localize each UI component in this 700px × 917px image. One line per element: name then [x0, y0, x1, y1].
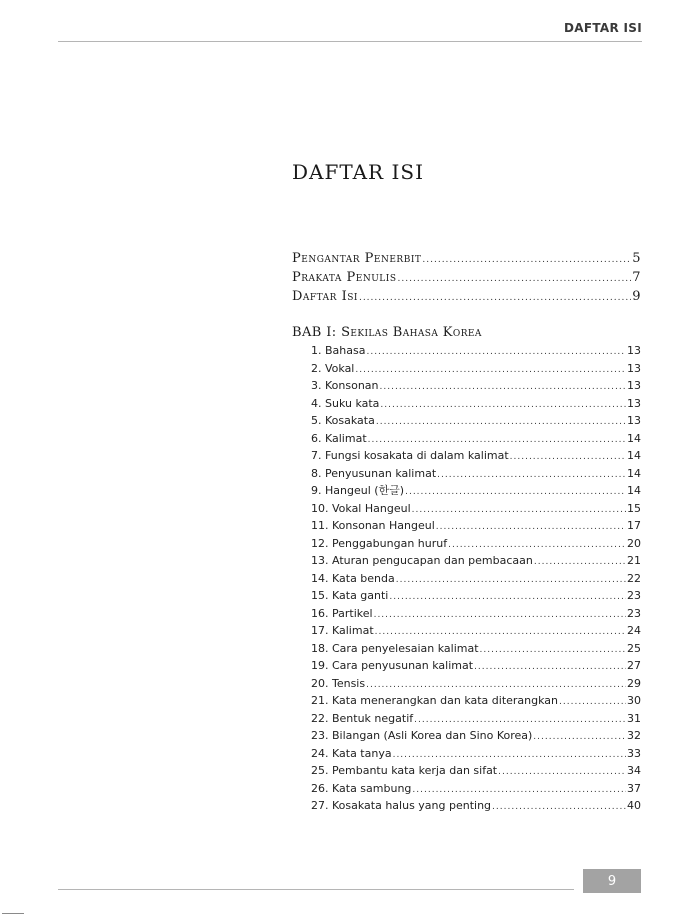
leader-dots: [412, 502, 626, 519]
toc-entry-page: 33: [627, 746, 641, 760]
toc-entry-page: 14: [627, 484, 641, 497]
toc-entry-page: 22: [627, 571, 641, 585]
toc-entry-label: 5. Kosakata: [311, 414, 375, 427]
toc-entry-page: 13: [627, 361, 641, 375]
leader-dots: [374, 607, 626, 624]
leader-dots: [393, 747, 626, 764]
toc-entry[interactable]: [311, 343, 641, 361]
leader-dots: [480, 642, 626, 659]
toc-entry[interactable]: [311, 676, 641, 694]
toc-entry-page: 5: [632, 251, 641, 266]
front-matter-list: [292, 250, 641, 307]
toc-entry-page: 13: [627, 414, 641, 427]
leader-dots: [376, 414, 626, 431]
leader-dots: [498, 764, 626, 781]
toc-entry[interactable]: [311, 466, 641, 484]
leader-dots: [412, 782, 626, 799]
toc-entry-label: 2. Vokal: [311, 361, 355, 375]
leader-dots: [533, 729, 626, 746]
leader-dots: [422, 252, 631, 269]
toc-entry-label: 27. Kosakata halus yang penting: [311, 799, 492, 812]
toc-entry-page: 14: [627, 466, 641, 480]
toc-entry[interactable]: [311, 378, 641, 396]
toc-entry-label: 4. Suku kata: [311, 396, 380, 410]
toc-entry-page: 25: [627, 641, 641, 655]
toc-entry-page: 15: [627, 501, 641, 515]
toc-entry-label: 12. Penggabungan huruf: [311, 536, 448, 550]
running-header: DAFTAR ISI: [564, 21, 642, 35]
toc-entry[interactable]: [292, 250, 641, 269]
toc-entry-label: 20. Tensis: [311, 676, 366, 690]
toc-entry-page: 27: [627, 659, 641, 672]
toc-entry-page: 14: [627, 431, 641, 445]
leader-dots: [375, 624, 626, 641]
toc-entry[interactable]: [311, 728, 641, 746]
toc-entry[interactable]: [311, 448, 641, 466]
leader-dots: [368, 432, 626, 449]
toc-entry-label: 7. Fungsi kosakata di dalam kalimat: [311, 449, 509, 462]
toc-entry-label: 6. Kalimat: [311, 431, 367, 445]
leader-dots: [414, 712, 626, 729]
toc-entry-page: 29: [627, 676, 641, 690]
leader-dots: [355, 362, 626, 379]
toc-entry[interactable]: [311, 553, 641, 571]
toc-entry-label: 17. Kalimat: [311, 624, 374, 637]
toc-entry-label: 18. Cara penyelesaian kalimat: [311, 641, 479, 655]
toc-entry-label: 21. Kata menerangkan dan kata diterangkan: [311, 694, 559, 707]
leader-dots: [448, 537, 626, 554]
toc-entry-page: 23: [627, 606, 641, 620]
leader-dots: [474, 659, 626, 676]
leader-dots: [510, 449, 626, 466]
leader-dots: [359, 290, 631, 307]
toc-entry[interactable]: [311, 711, 641, 729]
toc-entry[interactable]: [311, 518, 641, 536]
chapter-items-list: [311, 343, 641, 816]
toc-entry-label: 13. Aturan pengucapan dan pembacaan: [311, 554, 533, 567]
toc-entry-page: 13: [627, 344, 641, 357]
toc-entry[interactable]: [311, 763, 641, 781]
leader-dots: [437, 467, 626, 484]
leader-dots: [389, 589, 626, 606]
toc-entry[interactable]: [311, 431, 641, 449]
toc-entry-page: 34: [627, 764, 641, 777]
toc-entry[interactable]: [311, 746, 641, 764]
page-number: 9: [583, 869, 641, 893]
toc-entry[interactable]: [311, 623, 641, 641]
toc-entry-page: 7: [632, 270, 641, 285]
toc-entry-label: 14. Kata benda: [311, 571, 395, 585]
toc-entry-label: 15. Kata ganti: [311, 589, 389, 602]
toc-entry-page: 23: [627, 589, 641, 602]
toc-entry-page: 40: [627, 799, 641, 812]
leader-dots: [398, 271, 632, 288]
toc-entry[interactable]: [311, 606, 641, 624]
toc-entry-label: 9. Hangeul (한글): [311, 484, 405, 497]
toc-entry-page: 37: [627, 781, 641, 795]
toc-entry[interactable]: [311, 536, 641, 554]
toc-entry[interactable]: [311, 693, 641, 711]
toc-entry[interactable]: [311, 641, 641, 659]
leader-dots: [534, 554, 626, 571]
leader-dots: [405, 484, 626, 501]
toc-entry-label: 26. Kata sambung: [311, 781, 412, 795]
footer-rule: [58, 889, 574, 890]
toc-entry[interactable]: [311, 781, 641, 799]
toc-entry-label: 25. Pembantu kata kerja dan sifat: [311, 764, 498, 777]
leader-dots: [366, 344, 626, 361]
toc-entry[interactable]: [311, 798, 641, 816]
toc-entry[interactable]: [311, 658, 641, 676]
toc-entry[interactable]: [292, 288, 641, 307]
leader-dots: [380, 379, 626, 396]
toc-entry-page: 9: [632, 289, 641, 304]
toc-entry-page: 24: [627, 624, 641, 637]
toc-entry-page: 30: [627, 694, 641, 707]
toc-entry-label: 3. Konsonan: [311, 379, 379, 392]
leader-dots: [366, 677, 626, 694]
toc-entry-label: 1. Bahasa: [311, 344, 366, 357]
toc-entry-page: 13: [627, 396, 641, 410]
toc-entry-label: Prakata Penulis: [292, 270, 397, 285]
leader-dots: [396, 572, 626, 589]
toc-entry-label: 11. Konsonan Hangeul: [311, 519, 435, 532]
corner-mark: [2, 913, 24, 914]
leader-dots: [380, 397, 626, 414]
toc-entry-label: 23. Bilangan (Asli Korea dan Sino Korea): [311, 729, 533, 742]
toc-entry-label: 24. Kata tanya: [311, 746, 392, 760]
toc-entry[interactable]: [311, 588, 641, 606]
toc-entry-page: 31: [627, 711, 641, 725]
toc-entry-page: 32: [627, 729, 641, 742]
toc-entry[interactable]: [311, 571, 641, 589]
toc-entry-label: 8. Penyusunan kalimat: [311, 466, 437, 480]
page-title: DAFTAR ISI: [292, 160, 424, 184]
leader-dots: [436, 519, 626, 536]
leader-dots: [559, 694, 626, 711]
chapter-heading: BAB I: Sekilas Bahasa Korea: [292, 325, 482, 340]
toc-entry[interactable]: [311, 483, 641, 501]
toc-entry-label: 22. Bentuk negatif: [311, 711, 414, 725]
toc-entry-page: 21: [627, 554, 641, 567]
toc-entry-page: 17: [627, 519, 641, 532]
toc-entry[interactable]: [311, 361, 641, 379]
toc-entry-label: 16. Partikel: [311, 606, 373, 620]
toc-entry-label: 10. Vokal Hangeul: [311, 501, 411, 515]
toc-entry-label: 19. Cara penyusunan kalimat: [311, 659, 474, 672]
toc-entry-page: 20: [627, 536, 641, 550]
toc-entry[interactable]: [311, 396, 641, 414]
header-rule: [58, 41, 642, 42]
leader-dots: [492, 799, 626, 816]
toc-entry-page: 14: [627, 449, 641, 462]
toc-entry-label: Pengantar Penerbit: [292, 251, 422, 266]
toc-entry[interactable]: [311, 501, 641, 519]
toc-entry-page: 13: [627, 379, 641, 392]
toc-entry[interactable]: [292, 269, 641, 288]
toc-entry[interactable]: [311, 413, 641, 431]
toc-entry-label: Daftar Isi: [292, 289, 358, 304]
